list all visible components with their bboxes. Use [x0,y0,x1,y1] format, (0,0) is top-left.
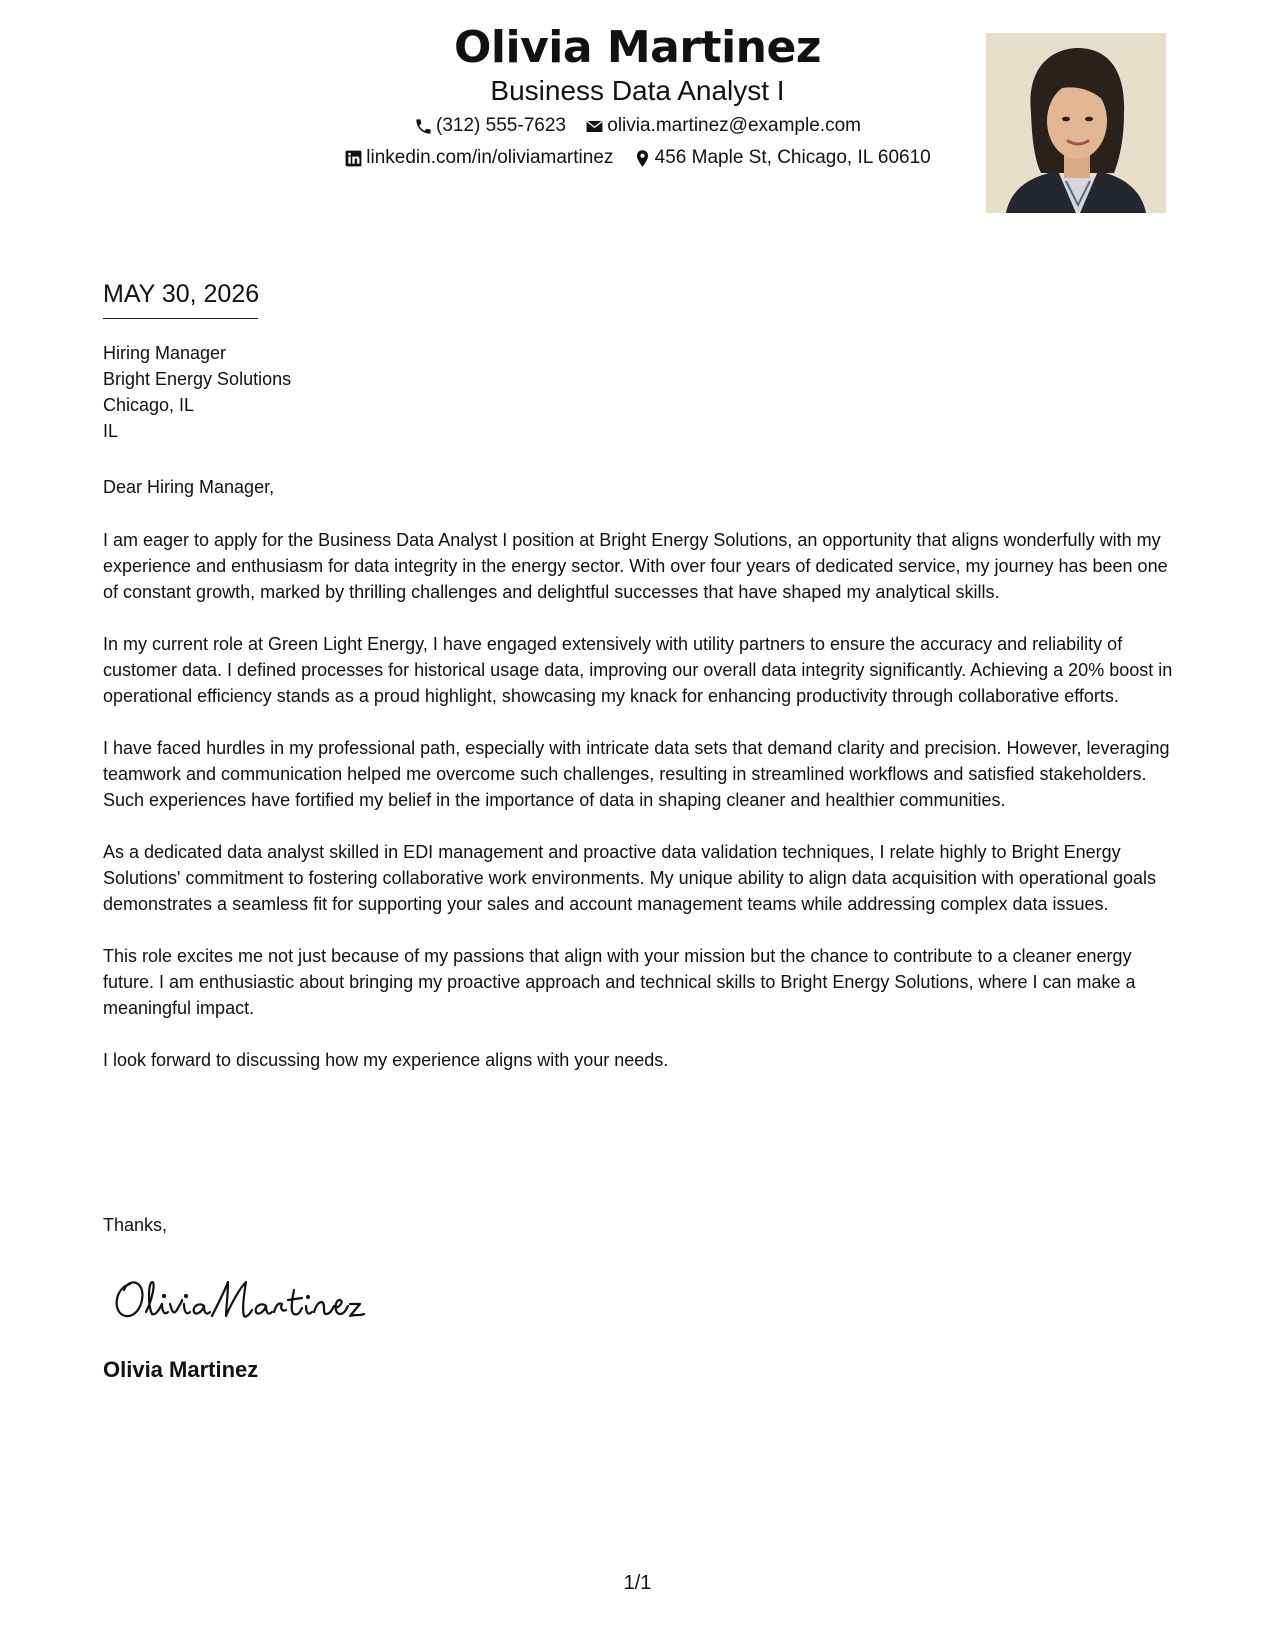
contact-phone [414,115,566,137]
closing-line: Thanks, [103,1215,168,1235]
recipient-line: Bright Energy Solutions [103,369,292,389]
handwritten-signature [108,1270,368,1330]
date-underline [103,318,258,319]
body-paragraph: In my current role at Green Light Energy, I have engaged extensively with utility partners to ensure the accuracy and reliability of customer data. I defined processes for historical usage data, improving our overall data integrity significantly. Achieving a 20% boost in operational efficiency stands as a proud highlight, showcasing my knack for enhancing productivity through collaborative efforts. [103,634,1173,706]
contact-address [633,147,931,169]
contact-email[interactable] [585,115,861,137]
body-paragraph: I have faced hurdles in my professional path, especially with intricate data sets that demand clarity and precision. However, leveraging teamwork and communication helped me overcome such challenges, resulting in streamlined workflows and satisfied stakeholders. Such experiences have fortified my belief in the importance of data in shaping cleaner and healthier communities. [103,738,1170,810]
applicant-title: Business Data Analyst I [490,75,785,106]
linkedin-text[interactable]: linkedin.com/in/oliviamartinez [366,147,614,168]
salutation: Dear Hiring Manager, [103,477,275,497]
recipient-line: IL [103,421,119,441]
page-number: 1/1 [623,1572,652,1594]
map-pin-icon [633,149,652,168]
recipient-address [103,340,1178,444]
letter-body [103,527,1178,1099]
envelope-icon [585,117,604,136]
linkedin-icon [344,149,363,168]
body-paragraph: This role excites me not just because of my passions that align with your mission but the chance to contribute to a cleaner energy future. I am enthusiastic about bringing my proactive approach and technical skills to Bright Energy Solutions, where I can make a meaningful impact. [103,946,1136,1018]
recipient-line: Hiring Manager [103,343,227,363]
body-paragraph: As a dedicated data analyst skilled in EDI management and proactive data validation techniques, I relate highly to Bright Energy Solutions' commitment to fostering collaborative work environments. My unique ability to align data acquisition with operational goals demonstrates a seamless fit for supporting your sales and account management teams while addressing complex data issues. [103,842,1156,914]
profile-photo [986,33,1166,213]
applicant-name: Olivia Martinez [454,22,821,73]
body-paragraph: I am eager to apply for the Business Data Analyst I position at Bright Energy Solutions, an opportunity that aligns wonderfully with my experience and enthusiasm for data integrity in the energy sector. With over four years of dedicated service, my journey has been one of constant growth, marked by thrilling challenges and delightful successes that have shaped my analytical skills. [103,530,1168,602]
phone-icon [414,117,433,136]
recipient-line: Chicago, IL [103,395,195,415]
contact-linkedin[interactable] [344,147,613,169]
email-text[interactable]: olivia.martinez@example.com [607,115,861,136]
address-text: 456 Maple St, Chicago, IL 60610 [654,147,931,168]
signer-name: Olivia Martinez [103,1357,259,1382]
letter-date: MAY 30, 2026 [103,280,260,308]
body-paragraph: I look forward to discussing how my experience aligns with your needs. [103,1050,669,1070]
phone-text: (312) 555-7623 [436,115,566,136]
